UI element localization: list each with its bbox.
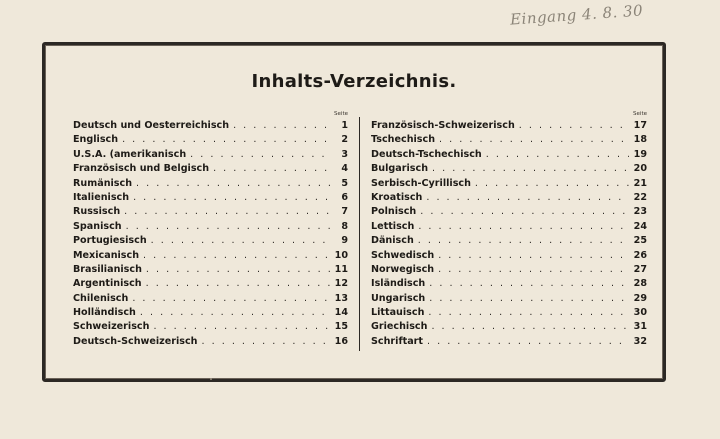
page-column-header: Seite (334, 111, 348, 117)
toc-entry-page: 21 (633, 177, 647, 189)
toc-entry-page: 31 (633, 321, 647, 333)
toc-entry (371, 306, 647, 320)
dot-leader (153, 320, 330, 334)
toc-entry (371, 148, 647, 162)
page-column-header: Seite (633, 111, 647, 117)
toc-entry (73, 277, 348, 291)
page-title: Inhalts-Verzeichnis. (251, 71, 457, 92)
dot-leader (233, 119, 330, 133)
toc-entry (371, 292, 647, 306)
dot-leader (151, 234, 330, 248)
dot-leader (429, 277, 629, 291)
dot-leader (133, 191, 330, 205)
toc-entry-name: Französisch-Schweizerisch (371, 120, 515, 131)
toc-frame (42, 42, 666, 382)
toc-entry (371, 133, 647, 147)
paper-speck (210, 378, 212, 380)
toc-entry-page: 14 (334, 307, 348, 319)
dot-leader (426, 191, 629, 205)
toc-entry-page: 22 (633, 191, 647, 203)
toc-entry (371, 191, 647, 205)
toc-entry-name: Englisch (73, 134, 119, 146)
toc-entry-page: 1 (341, 120, 348, 131)
toc-entry (371, 335, 647, 349)
toc-entry (73, 191, 348, 205)
dot-leader (126, 220, 330, 234)
dot-leader (420, 205, 629, 219)
toc-entry-page: 11 (334, 263, 348, 275)
toc-entry (371, 220, 647, 234)
dot-leader (132, 292, 330, 306)
toc-entry-page: 28 (633, 278, 647, 290)
toc-entry-name: Portugiesisch (73, 235, 147, 247)
toc-entry (371, 234, 647, 248)
toc-entry-page: 4 (341, 163, 348, 175)
dot-leader (431, 320, 629, 334)
toc-entry-page: 18 (633, 134, 647, 146)
dot-leader (143, 249, 330, 263)
dot-leader (432, 162, 629, 176)
toc-entry-page: 10 (334, 249, 348, 261)
toc-entry-name: Französisch und Belgisch (73, 163, 210, 175)
toc-entry-page: 17 (633, 120, 647, 131)
toc-entry (371, 205, 647, 219)
toc-entry-page: 2 (341, 134, 348, 146)
toc-entry-page: 30 (633, 307, 647, 319)
dot-leader (486, 148, 629, 162)
toc-entry-page: 5 (341, 177, 348, 189)
toc-entry-page: 6 (341, 191, 348, 203)
dot-leader (202, 335, 330, 349)
toc-entry (73, 320, 348, 334)
toc-entry-name: Kroatisch (371, 191, 423, 203)
toc-column-right (371, 109, 647, 349)
toc-entry-page: 12 (334, 278, 348, 290)
toc-entry-page: 13 (334, 292, 348, 304)
toc-entry-name: Isländisch (371, 278, 426, 290)
dot-leader (429, 292, 629, 306)
toc-entry-page: 3 (341, 148, 348, 160)
toc-entry (73, 119, 348, 133)
toc-entry-name: Lettisch (371, 220, 415, 232)
toc-entry-name: Deutsch-Tschechisch (371, 148, 482, 160)
dot-leader (136, 177, 330, 191)
dot-leader (213, 162, 330, 176)
toc-entry (73, 306, 348, 320)
dot-leader (439, 133, 629, 147)
toc-entry-page: 29 (633, 292, 647, 304)
dot-leader (475, 177, 629, 191)
toc-entry-name: Schwedisch (371, 249, 435, 261)
toc-entry (73, 335, 348, 349)
toc-entry (371, 263, 647, 277)
toc-entry-name: Griechisch (371, 321, 428, 333)
toc-entry (73, 292, 348, 306)
dot-leader (140, 306, 330, 320)
toc-entry-name: Schweizerisch (73, 321, 150, 333)
toc-entry (73, 220, 348, 234)
toc-entry-page: 16 (334, 335, 348, 347)
toc-entry-name: Chilenisch (73, 292, 129, 304)
toc-entry-page: 15 (334, 321, 348, 333)
toc-entry-page: 24 (633, 220, 647, 232)
toc-entry-name: U.S.A. (amerikanisch (73, 148, 187, 160)
toc-entry (73, 133, 348, 147)
toc-entry-name: Deutsch und Oesterreichisch (73, 120, 230, 131)
handwritten-annotation: Eingang 4. 8. 30 (509, 1, 644, 29)
toc-entry-name: Ungarisch (371, 292, 426, 304)
toc-entry (73, 263, 348, 277)
toc-entry-name: Italienisch (73, 191, 130, 203)
toc-entry-name: Schriftart (371, 335, 423, 347)
toc-entry-page: 19 (633, 148, 647, 160)
toc-entry-name: Tschechisch (371, 134, 436, 146)
toc-entry (73, 162, 348, 176)
dot-leader (428, 306, 629, 320)
toc-entry-page: 20 (633, 163, 647, 175)
dot-leader (519, 119, 629, 133)
toc-entry-page: 25 (633, 235, 647, 247)
toc-entry-name: Mexicanisch (73, 249, 140, 261)
dot-leader (122, 133, 330, 147)
dot-leader (124, 205, 330, 219)
toc-entry (371, 177, 647, 191)
toc-entry-name: Deutsch-Schweizerisch (73, 335, 198, 347)
toc-entry-page: 27 (633, 263, 647, 275)
toc-entry-page: 26 (633, 249, 647, 261)
toc-entry-name: Serbisch-Cyrillisch (371, 177, 471, 189)
column-divider (359, 117, 360, 351)
dot-leader (438, 249, 629, 263)
toc-entry-name: Brasilianisch (73, 263, 142, 275)
toc-entry-page: 32 (633, 335, 647, 347)
toc-entry (371, 249, 647, 263)
toc-entry-name: Norwegisch (371, 263, 435, 275)
toc-entry (73, 249, 348, 263)
toc-entry (371, 277, 647, 291)
toc-entry-page: 9 (341, 235, 348, 247)
toc-entry-name: Bulgarisch (371, 163, 429, 175)
dot-leader (418, 234, 629, 248)
toc-entry (371, 320, 647, 334)
toc-entry (73, 148, 348, 162)
toc-entry-name: Dänisch (371, 235, 414, 247)
toc-entry (73, 205, 348, 219)
toc-entry (73, 234, 348, 248)
dot-leader (146, 263, 330, 277)
toc-entry (371, 119, 647, 133)
dot-leader (438, 263, 629, 277)
toc-column-left (73, 109, 348, 349)
dot-leader (146, 277, 330, 291)
toc-entry-page: 8 (341, 220, 348, 232)
toc-entry-name: Spanisch (73, 220, 122, 232)
toc-entry-name: Argentinisch (73, 278, 142, 290)
toc-entry-page: 23 (633, 206, 647, 218)
dot-leader (427, 335, 629, 349)
toc-entry-name: Polnisch (371, 206, 417, 218)
toc-entry (371, 162, 647, 176)
toc-entry-page: 7 (341, 206, 348, 218)
toc-entry (73, 177, 348, 191)
dot-leader (190, 148, 330, 162)
dot-leader (418, 220, 629, 234)
toc-entry-name: Littauisch (371, 307, 425, 319)
toc-entry-name: Holländisch (73, 307, 136, 319)
toc-entry-name: Russisch (73, 206, 121, 218)
toc-entry-name: Rumänisch (73, 177, 133, 189)
